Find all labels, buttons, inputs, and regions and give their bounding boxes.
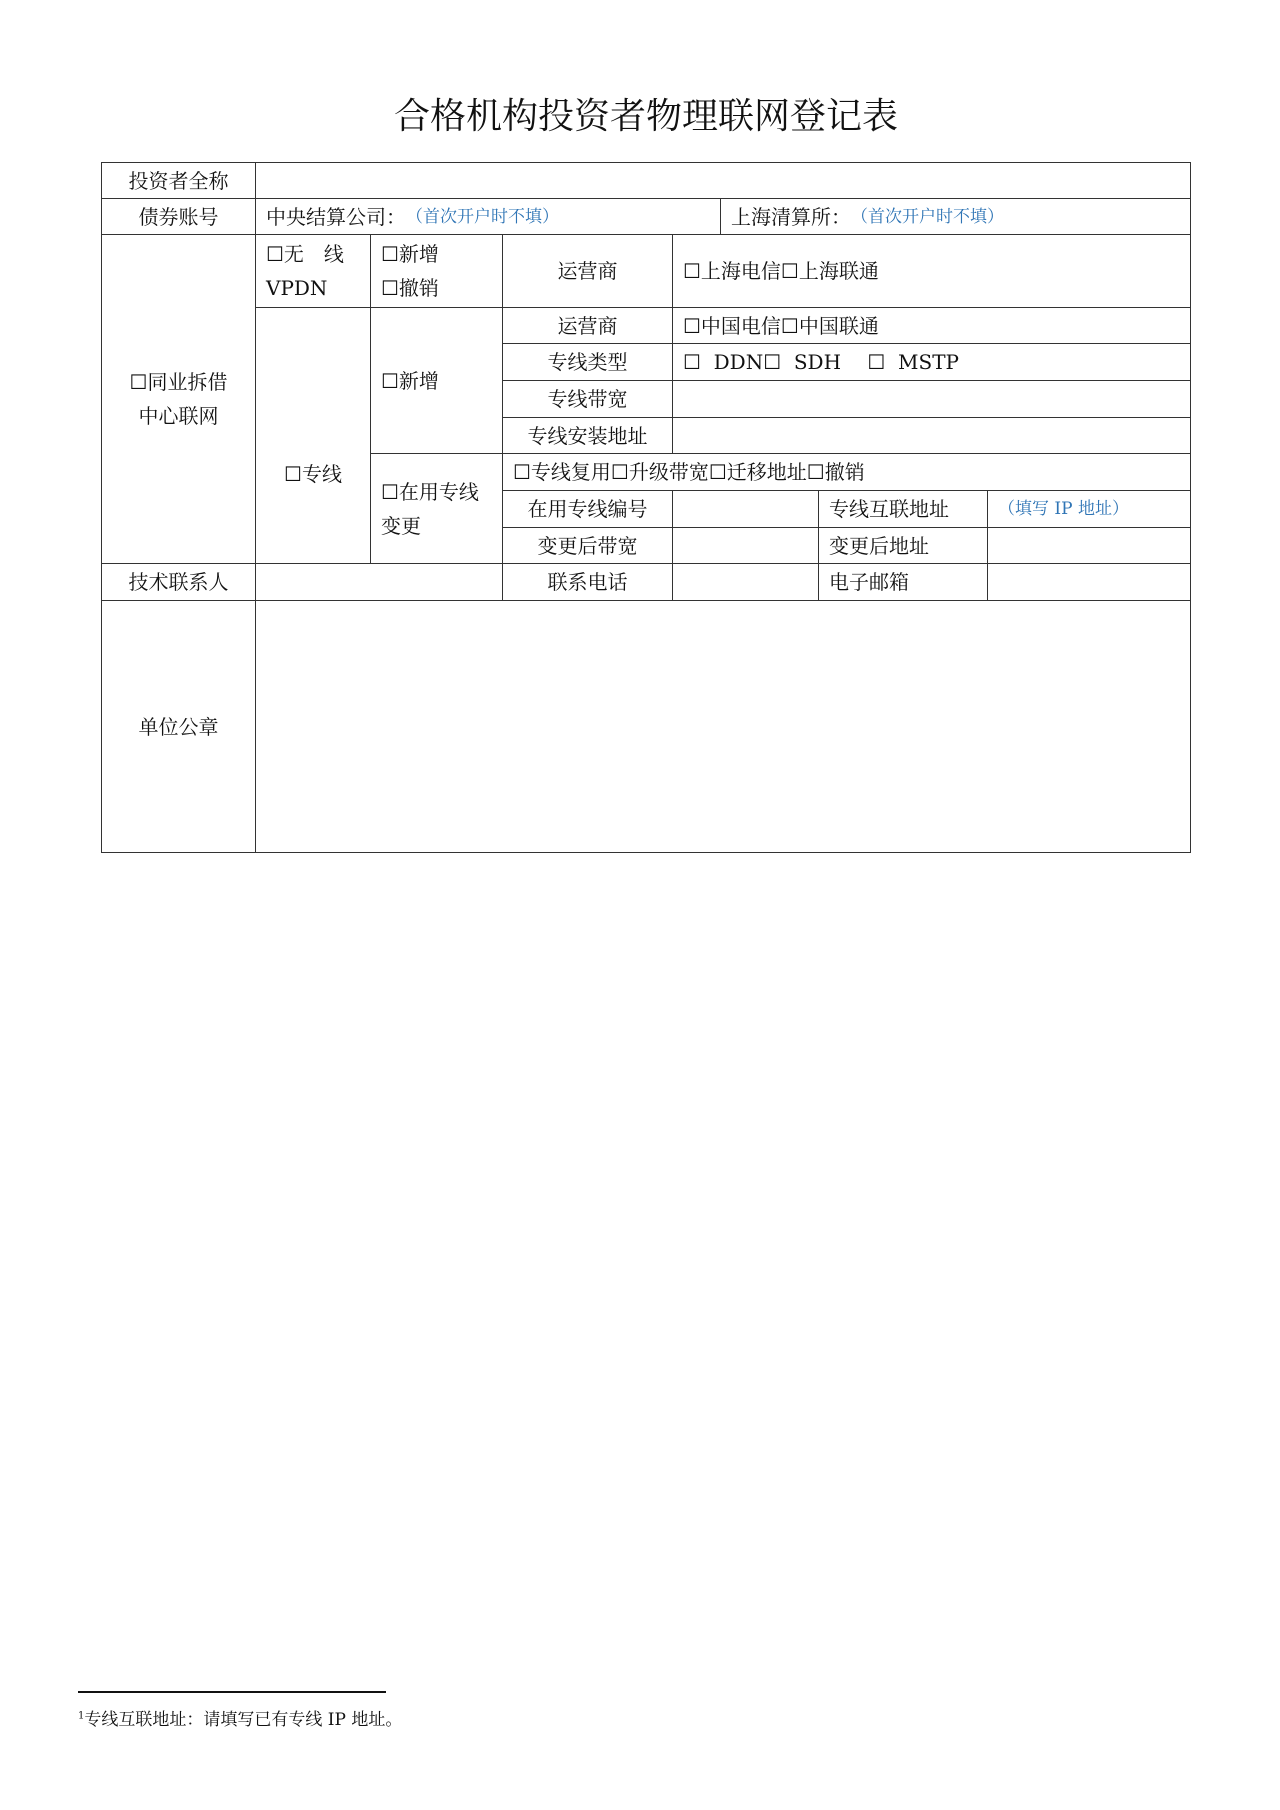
- ccdc-note: （首次开户时不填）: [406, 206, 559, 227]
- shch-note: （首次开户时不填）: [851, 206, 1004, 227]
- footnote-text: 专线互联地址：请填写已有专线 IP 地址。: [84, 1710, 403, 1730]
- checkbox-vpdn-new[interactable]: ☐新增: [381, 242, 439, 266]
- field-shch[interactable]: [720, 198, 1191, 235]
- label-investor-name: 投资者全称: [101, 162, 256, 199]
- checkbox-vpdn[interactable]: ☐无 线 VPDN: [255, 234, 371, 308]
- label-tech-contact: 技术联系人: [101, 563, 256, 601]
- footnote-divider: [78, 1691, 386, 1693]
- vpdn-actions: [370, 234, 503, 308]
- label-email: 电子邮箱: [818, 563, 988, 601]
- checkbox-leased-new[interactable]: ☐新增: [370, 307, 503, 454]
- field-interconnect-ip[interactable]: [987, 490, 1191, 528]
- field-tech-contact[interactable]: [255, 563, 503, 601]
- checkbox-interbank[interactable]: ☐同业拆借中心联网: [101, 234, 256, 564]
- label-install-address: 专线安装地址: [502, 417, 673, 454]
- footnote: [78, 1705, 402, 1730]
- footnote-mark: 1: [78, 1710, 85, 1722]
- ccdc-label: 中央结算公司：: [266, 204, 406, 229]
- field-phone[interactable]: [672, 563, 819, 601]
- label-new-bandwidth: 变更后带宽: [502, 527, 673, 564]
- field-bandwidth[interactable]: [672, 380, 1191, 418]
- label-bond-account: 债券账号: [101, 198, 256, 235]
- field-new-address[interactable]: [987, 527, 1191, 564]
- vpdn-operator-options[interactable]: ☐上海电信☐上海联通: [672, 234, 1191, 308]
- checkbox-leased-line[interactable]: ☐专线: [255, 307, 371, 564]
- field-new-bandwidth[interactable]: [672, 527, 819, 564]
- line-type-options[interactable]: ☐ DDN☐ SDH ☐ MSTP: [672, 343, 1191, 381]
- field-investor-name[interactable]: [255, 162, 1191, 199]
- change-options[interactable]: ☐专线复用☐升级带宽☐迁移地址☐撤销: [502, 453, 1191, 491]
- label-leased-operator: 运营商: [502, 307, 673, 344]
- checkbox-line-change[interactable]: ☐在用专线变更: [370, 453, 503, 564]
- label-line-number: 在用专线编号: [502, 490, 673, 528]
- shch-label: 上海清算所：: [731, 204, 851, 229]
- label-line-type: 专线类型: [502, 343, 673, 381]
- field-install-address[interactable]: [672, 417, 1191, 454]
- leased-operator-options[interactable]: ☐中国电信☐中国联通: [672, 307, 1191, 344]
- label-phone: 联系电话: [502, 563, 673, 601]
- checkbox-vpdn-cancel[interactable]: ☐撤销: [381, 276, 439, 300]
- field-seal[interactable]: [255, 600, 1191, 853]
- field-email[interactable]: [987, 563, 1191, 601]
- label-interconnect-ip: 专线互联地址: [818, 490, 988, 528]
- ip-note: （填写 IP 地址）: [998, 499, 1129, 519]
- page-title: 合格机构投资者物理联网登记表: [393, 96, 898, 137]
- label-vpdn-operator: 运营商: [502, 234, 673, 308]
- label-new-address: 变更后地址: [818, 527, 988, 564]
- field-ccdc[interactable]: [255, 198, 721, 235]
- label-seal: 单位公章: [101, 600, 256, 853]
- label-bandwidth: 专线带宽: [502, 380, 673, 418]
- field-line-number[interactable]: [672, 490, 819, 528]
